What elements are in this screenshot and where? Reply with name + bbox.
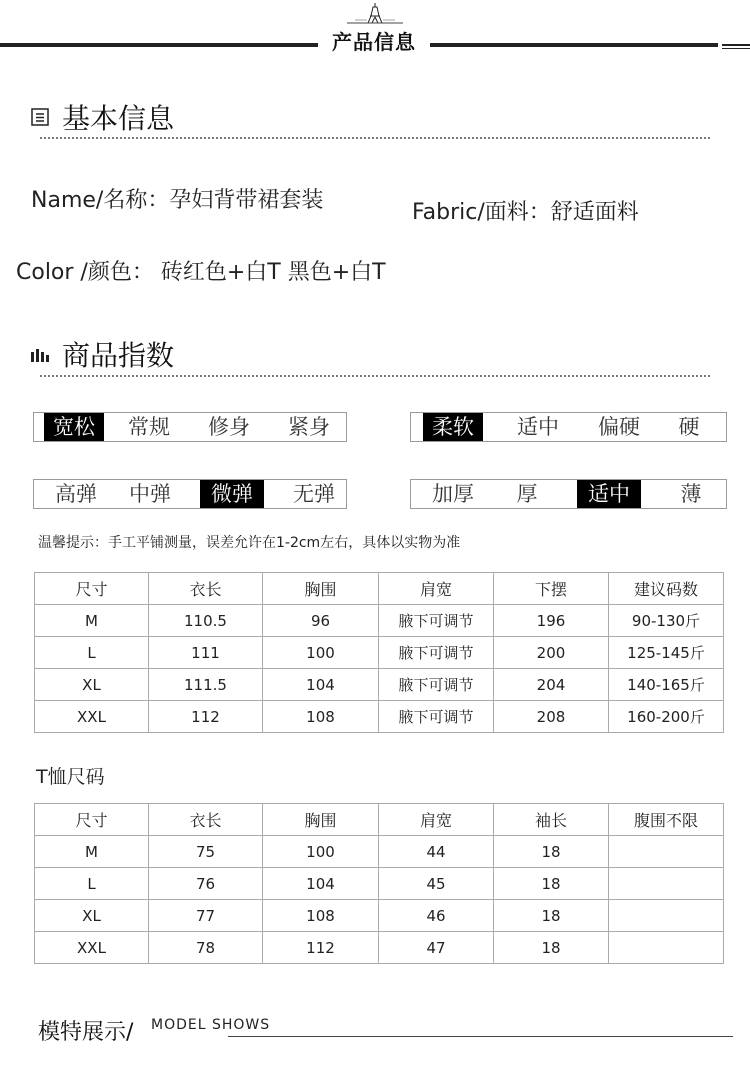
table-cell: 140-165斤 (609, 669, 724, 701)
softness-option-stiff: 偏硬 (598, 415, 640, 439)
table-row (35, 637, 724, 669)
fit-option-slim: 修身 (208, 415, 250, 439)
header-cell: 衣长 (149, 573, 263, 605)
table-cell: 18 (494, 868, 609, 900)
dress-size-table (34, 572, 724, 733)
header-cell: 尺寸 (35, 804, 149, 836)
table-row (35, 836, 724, 868)
table-cell (609, 932, 724, 964)
table-row (35, 669, 724, 701)
header-rule-tail (722, 44, 750, 46)
table-cell: 46 (379, 900, 494, 932)
header-cell: 胸围 (263, 573, 379, 605)
softness-option-medium: 适中 (517, 415, 559, 439)
table-cell: L (35, 868, 149, 900)
elasticity-option-none: 无弹 (293, 482, 335, 506)
table-cell: 96 (263, 605, 379, 637)
header-cell: 肩宽 (379, 573, 494, 605)
table-cell: 腋下可调节 (379, 701, 494, 733)
thickness-index (410, 479, 727, 509)
table-cell: 104 (263, 669, 379, 701)
top-header (0, 0, 750, 60)
table-cell: 90-130斤 (609, 605, 724, 637)
table-cell: 44 (379, 836, 494, 868)
table-cell (609, 900, 724, 932)
table-cell: L (35, 637, 149, 669)
softness-index (410, 412, 727, 442)
softness-option-soft: 柔软 (423, 413, 483, 441)
fit-option-regular: 常规 (128, 415, 170, 439)
eiffel-tower-icon (345, 2, 405, 24)
header-cell: 衣长 (149, 804, 263, 836)
table-cell: XXL (35, 932, 149, 964)
table-cell: M (35, 836, 149, 868)
table-cell: 196 (494, 605, 609, 637)
document-list-icon (30, 107, 50, 127)
table-header-row (35, 573, 724, 605)
table-cell (609, 868, 724, 900)
table-cell: 111 (149, 637, 263, 669)
thickness-option-thin: 薄 (680, 482, 702, 506)
softness-option-hard: 硬 (678, 415, 700, 439)
table-cell: 200 (494, 637, 609, 669)
table-cell: 111.5 (149, 669, 263, 701)
product-fabric: Fabric/面料：舒适面料 (412, 200, 639, 225)
elasticity-option-high: 高弹 (55, 482, 97, 506)
elasticity-option-medium: 中弹 (129, 482, 171, 506)
elasticity-option-slight: 微弹 (200, 480, 264, 508)
table-row (35, 900, 724, 932)
product-color: Color /颜色： 砖红色+白T 黑色+白T (16, 260, 386, 285)
bar-chart-icon (30, 344, 50, 364)
table-cell: 160-200斤 (609, 701, 724, 733)
header-cell: 尺寸 (35, 573, 149, 605)
table-cell: 腋下可调节 (379, 669, 494, 701)
tshirt-size-title: T恤尺码 (36, 766, 105, 788)
table-cell: 104 (263, 868, 379, 900)
tshirt-size-table (34, 803, 724, 964)
table-cell: 18 (494, 836, 609, 868)
model-shows-title: 模特展示/ (38, 1020, 134, 1045)
table-cell: 76 (149, 868, 263, 900)
table-cell: 100 (263, 637, 379, 669)
table-cell: 112 (263, 932, 379, 964)
thickness-option-thick: 厚 (516, 482, 538, 506)
dotted-divider (40, 375, 710, 377)
table-row (35, 605, 724, 637)
table-header-row (35, 804, 724, 836)
section-title: 商品指数 (62, 339, 175, 372)
table-cell: 75 (149, 836, 263, 868)
table-row (35, 932, 724, 964)
table-cell: 45 (379, 868, 494, 900)
table-cell: XL (35, 900, 149, 932)
thickness-option-extra-thick: 加厚 (432, 482, 474, 506)
thickness-option-medium: 适中 (577, 480, 641, 508)
table-cell: 腋下可调节 (379, 637, 494, 669)
measurement-tip: 温馨提示：手工平铺测量，误差允许在1-2cm左右，具体以实物为准 (38, 535, 461, 551)
table-cell: 108 (263, 900, 379, 932)
table-cell: 125-145斤 (609, 637, 724, 669)
table-cell: 208 (494, 701, 609, 733)
table-cell: 112 (149, 701, 263, 733)
table-cell: XXL (35, 701, 149, 733)
table-cell (609, 836, 724, 868)
model-shows-subtitle: MODEL SHOWS (151, 1017, 271, 1033)
header-rule-tail-thin (722, 48, 750, 49)
product-index-heading (30, 334, 174, 374)
table-cell: M (35, 605, 149, 637)
header-rule-right (430, 43, 718, 47)
basic-info-heading (30, 97, 174, 137)
table-row (35, 868, 724, 900)
dotted-divider (40, 137, 710, 139)
fit-option-tight: 紧身 (288, 415, 330, 439)
elasticity-index (33, 479, 347, 509)
section-title: 基本信息 (62, 102, 175, 135)
model-shows-rule (228, 1036, 733, 1037)
header-cell: 肩宽 (379, 804, 494, 836)
table-cell: 110.5 (149, 605, 263, 637)
table-cell: 18 (494, 900, 609, 932)
table-cell: 100 (263, 836, 379, 868)
product-name: Name/名称：孕妇背带裙套装 (31, 188, 324, 213)
table-cell: 腋下可调节 (379, 605, 494, 637)
page-title: 产品信息 (332, 30, 416, 54)
table-row (35, 701, 724, 733)
table-cell: 204 (494, 669, 609, 701)
header-cell: 建议码数 (609, 573, 724, 605)
table-cell: 47 (379, 932, 494, 964)
table-cell: 108 (263, 701, 379, 733)
header-cell: 袖长 (494, 804, 609, 836)
fit-index (33, 412, 347, 442)
header-rule-left (0, 43, 318, 47)
table-cell: 18 (494, 932, 609, 964)
table-cell: XL (35, 669, 149, 701)
header-cell: 下摆 (494, 573, 609, 605)
header-cell: 胸围 (263, 804, 379, 836)
table-cell: 78 (149, 932, 263, 964)
fit-option-loose: 宽松 (44, 413, 104, 441)
header-cell: 腹围不限 (609, 804, 724, 836)
table-cell: 77 (149, 900, 263, 932)
